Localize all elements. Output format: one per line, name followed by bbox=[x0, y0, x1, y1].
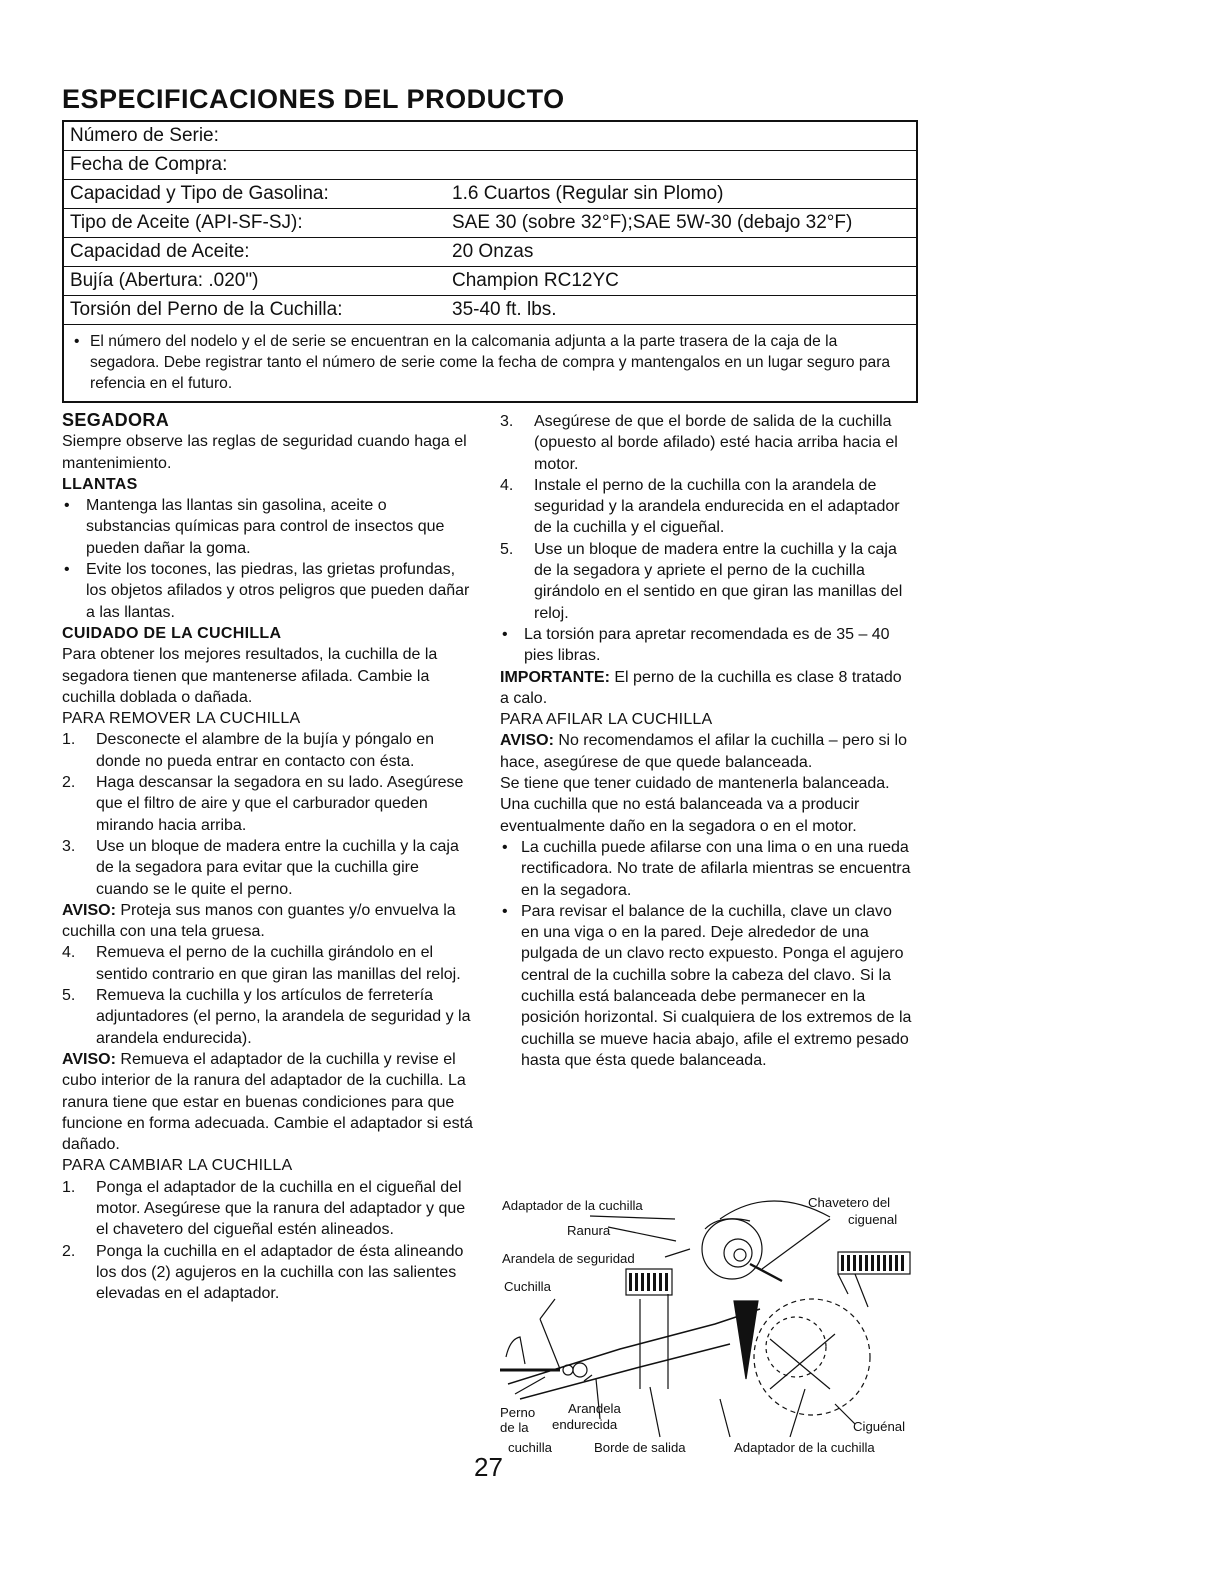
list-item-text: Evite los tocones, las piedras, las grietas profundas, los objetos afilados y otros peligros que pueden dañar a las llantas. bbox=[86, 561, 470, 621]
right-column bbox=[500, 411, 912, 1071]
step-number: 3. bbox=[500, 413, 514, 430]
aviso-text: Remueva el adaptador de la cuchilla y revise el cubo interior de la ranura del adaptador de la cuchilla. La ranura tiene que estar en buenas condiciones para que funcione en forma adecuada. Cambie el adaptador si está dañado. bbox=[62, 1050, 473, 1154]
list-item bbox=[62, 729, 474, 772]
left-column bbox=[62, 410, 474, 1304]
label-chavetero: Chavetero del bbox=[808, 1195, 891, 1210]
label-arandela-endurecida: Arandela bbox=[568, 1401, 621, 1416]
step-text: Asegúrese de que el borde de salida de la cuchilla (opuesto al borde afilado) esté hacia arriba hacia el motor. bbox=[534, 413, 898, 473]
label-perno: Perno bbox=[500, 1405, 536, 1420]
spec-row bbox=[64, 151, 916, 180]
step-text: Use un bloque de madera entre la cuchilla y la caja de la segadora para evitar que la cuchilla gire cuando se le quite el perno. bbox=[96, 837, 459, 898]
aviso-paragraph bbox=[62, 900, 474, 943]
segadora-intro: Siempre observe las reglas de seguridad cuando haga el mantenimiento. bbox=[62, 433, 467, 472]
spec-value bbox=[446, 122, 916, 151]
list-item bbox=[500, 837, 912, 901]
section-heading-remover: PARA REMOVER LA CUCHILLA bbox=[62, 710, 301, 728]
label-arandela-endurecida: endurecida bbox=[552, 1417, 618, 1432]
balance-text: Se tiene que tener cuidado de mantenerla balanceada. Una cuchilla que no está balanceada va a producir eventualmente daño en la segadora o en el motor. bbox=[500, 775, 890, 835]
spec-value: 35-40 ft. lbs. bbox=[446, 296, 916, 325]
spec-table bbox=[64, 122, 916, 325]
label-cuchilla: Cuchilla bbox=[504, 1279, 551, 1294]
list-item bbox=[500, 624, 912, 667]
spec-row bbox=[64, 180, 916, 209]
bullet-icon: • bbox=[74, 333, 80, 350]
step-text: Haga descansar la segadora en su lado. Asegúrese que el filtro de aire y que el carburador queden mirando hacia arriba. bbox=[96, 774, 464, 834]
label-ciguenal-top: ciguenal bbox=[848, 1212, 898, 1227]
spec-value: SAE 30 (sobre 32°F);SAE 5W-30 (debajo 32°F) bbox=[446, 209, 916, 238]
spec-label: Capacidad y Tipo de Gasolina: bbox=[64, 180, 446, 209]
list-item bbox=[62, 942, 474, 985]
list-item-text: Para revisar el balance de la cuchilla, clave un clavo en una viga o en la pared. Deje alrededor de una pulgada de un clavo recto expuesto. Ponga el agujero central de la cuchilla sobre la cabeza del clavo. Si la cuchilla está balanceada debe permanecer en la posición horizontal. Si cualquiera de los extremos de la cuchilla se mueve hacia abajo, afile el extremo pesado hasta que ésta quede balanceada. bbox=[521, 902, 912, 1069]
spec-note bbox=[64, 325, 916, 401]
section-heading-cuidado: CUIDADO DE LA CUCHILLA bbox=[62, 624, 282, 642]
cuidado-text: Para obtener los mejores resultados, la cuchilla de la segadora tienen que mantenerse afilada. Cambie la cuchilla doblada o dañada. bbox=[62, 646, 438, 706]
list-item bbox=[62, 985, 474, 1049]
page-number: 27 bbox=[474, 1452, 503, 1482]
spec-value: Champion RC12YC bbox=[446, 267, 916, 296]
step-text: Desconecte el alambre de la bujía y póngalo en donde no pueda entrar en contacto con ésta. bbox=[96, 731, 434, 770]
list-item bbox=[62, 772, 474, 836]
aviso-label: AVISO: bbox=[500, 732, 554, 750]
spec-note-text: El número del nodelo y el de serie se encuentran en la calcomania adjunta a la parte trasera de la caja de la segadora. Debe registrar tanto el número de serie come la fecha de compra y mantengalos en un lugar seguro para refencia en el futuro. bbox=[90, 333, 891, 392]
step-text: Ponga la cuchilla en el adaptador de ésta alineando los dos (2) agujeros en la cuchilla con las salientes elevadas en el adaptador. bbox=[96, 1242, 464, 1303]
step-text: Instale el perno de la cuchilla con la arandela de seguridad y la arandela endurecida en el adaptador de la cuchilla y el cigueñal. bbox=[534, 476, 900, 537]
list-item bbox=[500, 539, 912, 624]
spec-row bbox=[64, 122, 916, 151]
section-heading-llantas: LLANTAS bbox=[62, 475, 138, 493]
aviso-text: No recomendamos el afilar la cuchilla – pero si lo hace, asegúrese de que quede balanceada. bbox=[500, 732, 907, 771]
list-item-text: La cuchilla puede afilarse con una lima o en una rueda rectificadora. No trate de afilarla mientras se encuentra en la segadora. bbox=[521, 838, 911, 899]
list-item bbox=[62, 559, 474, 623]
list-item bbox=[62, 836, 474, 900]
label-adaptador: Adaptador de la cuchilla bbox=[502, 1198, 643, 1213]
step-text: Use un bloque de madera entre la cuchilla y la caja de la segadora y apriete el perno de la cuchilla girándolo en el sentido en que giran las manillas del reloj. bbox=[534, 540, 903, 622]
spec-row bbox=[64, 209, 916, 238]
importante-text: El perno de la cuchilla es clase 8 tratado a calo. bbox=[500, 668, 902, 707]
spec-label: Fecha de Compra: bbox=[64, 151, 446, 180]
step-number: 3. bbox=[62, 837, 76, 855]
label-ranura: Ranura bbox=[567, 1223, 611, 1238]
spec-label: Bujía (Abertura: .020") bbox=[64, 267, 446, 296]
page-title: ESPECIFICACIONES DEL PRODUCTO bbox=[62, 84, 565, 114]
aviso-paragraph bbox=[62, 1049, 474, 1155]
spec-value bbox=[446, 151, 916, 180]
label-adaptador-bottom: Adaptador de la cuchilla bbox=[734, 1440, 875, 1455]
label-perno: cuchilla bbox=[508, 1440, 552, 1455]
label-borde-salida: Borde de salida bbox=[594, 1440, 686, 1455]
spec-label: Número de Serie: bbox=[64, 122, 446, 151]
list-item-text: La torsión para apretar recomendada es de 35 – 40 pies libras. bbox=[524, 625, 890, 665]
step-number: 1. bbox=[62, 1178, 76, 1196]
step-number: 4. bbox=[62, 944, 76, 962]
list-item-text: Mantenga las llantas sin gasolina, aceite o substancias químicas para control de insectos que pueden dañar la goma. bbox=[86, 497, 445, 557]
step-number: 1. bbox=[62, 731, 76, 749]
step-number: 4. bbox=[500, 476, 514, 494]
step-text: Remueva la cuchilla y los artículos de ferretería adjuntadores (el perno, la arandela de seguridad y la arandela endurecida). bbox=[96, 987, 471, 1047]
label-ciguenal: Ciguénal bbox=[853, 1419, 906, 1434]
blade-assembly-diagram bbox=[500, 1189, 915, 1461]
list-item bbox=[62, 495, 474, 559]
section-heading-afilar: PARA AFILAR LA CUCHILLA bbox=[500, 711, 713, 729]
step-number: 5. bbox=[500, 540, 514, 558]
spec-row bbox=[64, 296, 916, 325]
label-perno: de la bbox=[500, 1420, 529, 1435]
aviso-label: AVISO: bbox=[62, 901, 116, 919]
importante-paragraph bbox=[500, 667, 912, 710]
section-heading-segadora: SEGADORA bbox=[62, 410, 170, 430]
list-item bbox=[500, 901, 912, 1071]
spec-row bbox=[64, 238, 916, 267]
product-spec-box bbox=[62, 120, 918, 403]
spec-label: Torsión del Perno de la Cuchilla: bbox=[64, 296, 446, 325]
list-item bbox=[62, 1177, 474, 1241]
spec-value: 1.6 Cuartos (Regular sin Plomo) bbox=[446, 180, 916, 209]
label-arandela-seguridad: Arandela de seguridad bbox=[502, 1251, 635, 1266]
spec-label: Tipo de Aceite (API-SF-SJ): bbox=[64, 209, 446, 238]
aviso-label: AVISO: bbox=[62, 1050, 116, 1068]
spec-label: Capacidad de Aceite: bbox=[64, 238, 446, 267]
bullet-icon: • bbox=[502, 838, 508, 856]
section-heading-cambiar: PARA CAMBIAR LA CUCHILLA bbox=[62, 1157, 293, 1175]
list-item bbox=[500, 475, 912, 539]
step-number: 2. bbox=[62, 1242, 76, 1260]
bullet-icon: • bbox=[502, 902, 508, 920]
bullet-icon: • bbox=[64, 561, 70, 579]
list-item bbox=[500, 411, 912, 475]
bullet-icon: • bbox=[502, 625, 508, 643]
spec-row bbox=[64, 267, 916, 296]
spec-value: 20 Onzas bbox=[446, 238, 916, 267]
aviso-paragraph bbox=[500, 730, 912, 773]
list-item bbox=[62, 1241, 474, 1305]
step-number: 2. bbox=[62, 774, 76, 792]
step-text: Ponga el adaptador de la cuchilla en el cigueñal del motor. Asegúrese que la ranura del adaptador y que el chavetero del cigueñal estén alineados. bbox=[96, 1178, 466, 1239]
bullet-icon: • bbox=[64, 497, 70, 515]
step-text: Remueva el perno de la cuchilla girándolo en el sentido contrario en que giran las manillas del reloj. bbox=[96, 944, 461, 983]
step-number: 5. bbox=[62, 987, 76, 1005]
importante-label: IMPORTANTE: bbox=[500, 668, 610, 686]
aviso-text: Proteja sus manos con guantes y/o envuelva la cuchilla con una tela gruesa. bbox=[62, 901, 456, 941]
